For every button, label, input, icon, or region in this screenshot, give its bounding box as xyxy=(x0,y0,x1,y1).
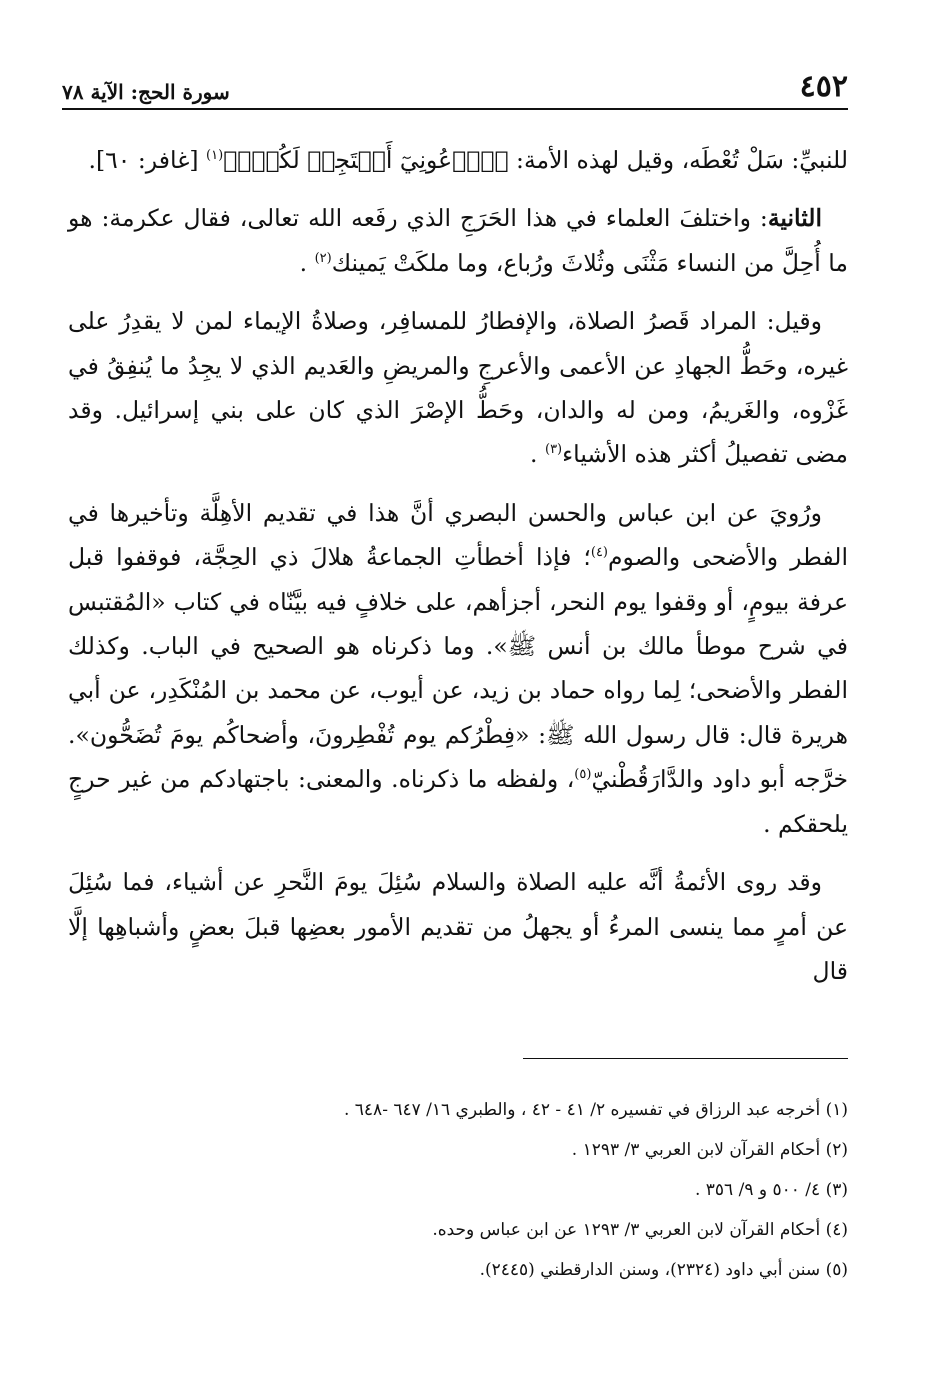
footnote-1: (١) أخرجه عبد الرزاق في تفسيره ٢/ ٤١ - ٤٢ ، والطبري ١٦/ ٦٤٧ -٦٤٨ . xyxy=(343,1100,848,1120)
footnote-5: (٥) سنن أبي داود (٢٣٢٤)، وسنن الدارقطني (٢٤٤٥). xyxy=(479,1260,848,1280)
running-title: سورة الحج: الآية ٧٨ xyxy=(62,80,230,104)
paragraph-2-end: . xyxy=(299,248,315,277)
page-number: ٤٥٢ xyxy=(799,69,848,104)
footnote-4: (٤) أحكام القرآن لابن العربي ٣/ ١٢٩٣ عن ابن عباس وحده. xyxy=(432,1220,848,1240)
page-header xyxy=(62,60,848,110)
paragraph-2-lead: الثانية xyxy=(767,204,822,233)
paragraph-4-part-b: ؛ فإذا أخطأتِ الجماعةُ هلالَ ذي الحِجَّة، فوقفوا قبل عرفة بيومٍ، أو وقفوا يوم النحر، أجزأهم، على خلافٍ فيه بيَّنّاه في كتاب «المُقتبس في شرح موطأ مالك بن أنس ﷺ». وما ذكرناه هو الصحيح في الباب. وكذلك الفطر والأضحى؛ لِما رواه حماد بن زيد، عن أيوب، عن محمد بن المُنْكَدِر، عن أبي هريرة قال: قال رسول الله ﷺ: «فِطْرُكم يوم تُفْطِرونَ، وأضحاكُم يومَ تُضَحُّون». خرَّجه أبو داود والدَّارَقُطْنيّ xyxy=(68,543,848,794)
paragraph-2 xyxy=(68,196,848,285)
paragraph-5 xyxy=(68,860,848,993)
paragraph-5-text: وقد روى الأئمةُ أنَّه عليه الصلاة والسلام سُئِلَ يومَ النَّحرِ عن أشياء، فما سُئِلَ عن أمرٍ مما ينسى المرءُ أو يجهلُ من تقديم الأمور بعضِها قبلَ بعضٍ وأشباهِها إلَّا قال xyxy=(68,868,848,985)
paragraph-4-part-a: ورُويَ عن ابن عباس والحسن البصري أنَّ هذا في تقديم الأهِلَّة وتأخيرها في الفطر والأضحى والصوم xyxy=(68,498,848,572)
paragraph-1-text: للنبيِّ: سَلْ تُعْطَه، وقيل لهذه الأمة: ﴿ٱدۡعُونِيٓ أَسۡتَجِبۡ لَكُمۡۚ﴾ xyxy=(223,146,848,174)
footnote-3: (٣) ٤/ ٥٠٠ و ٩/ ٣٥٦ . xyxy=(694,1180,848,1200)
footnote-ref-3: (٣) xyxy=(544,442,563,458)
footnote-divider xyxy=(523,1058,848,1059)
main-text xyxy=(68,138,848,1007)
paragraph-3 xyxy=(68,299,848,477)
paragraph-4-part-c: ، ولفظه ما ذكرناه. والمعنى: باجتهادكم من غير حرجٍ يلحقكم . xyxy=(68,765,848,838)
footnotes xyxy=(80,1090,848,1290)
paragraph-1-end: [غافر: ٦٠]. xyxy=(88,146,207,174)
footnote-ref-1: (١) xyxy=(206,148,224,164)
footnote-ref-4: (٤) xyxy=(590,545,608,561)
footnote-ref-5: (٥) xyxy=(574,767,592,783)
footnote-2: (٢) أحكام القرآن لابن العربي ٣/ ١٢٩٣ . xyxy=(571,1140,848,1160)
paragraph-2-text: : واختلفَ العلماء في هذا الحَرَجِ الذي رفَعه الله تعالى، فقال عكرمة: هو ما أُحِلَّ من النساء مَثْنَى وثُلاثَ ورُباع، وما ملكَتْ يَمينك xyxy=(68,204,848,277)
paragraph-3-text: وقيل: المراد قَصرُ الصلاة، والإفطارُ للمسافِر، وصلاةُ الإيماء لمن لا يقدِرُ على غيره، وحَطُّ الجهادِ عن الأعمى والأعرجِ والمريضِ والعَديم الذي لا يجِدُ ما يُنفِقُ في غَزْوه، والغَريمُ، ومن له والدان، وحَطُّ الإصْرَ الذي كان على بني إسرائيل. وقد مضى تفصيلُ أكثر هذه الأشياء xyxy=(68,307,848,469)
footnote-ref-2: (٢) xyxy=(314,250,332,266)
paragraph-4 xyxy=(68,491,848,846)
paragraph-3-end: . xyxy=(530,440,545,469)
paragraph-1 xyxy=(68,138,848,182)
